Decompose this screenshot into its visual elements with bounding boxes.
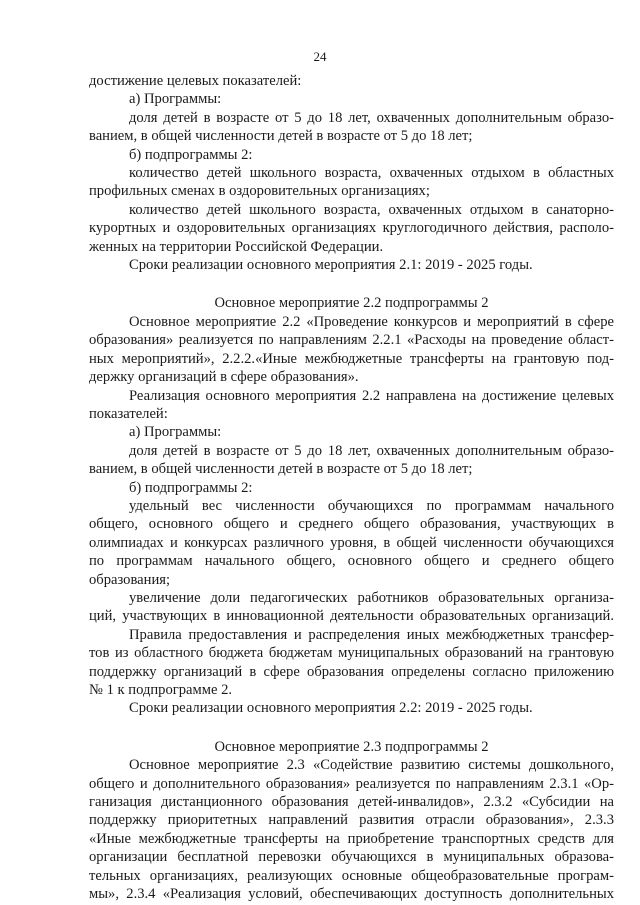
text-line: ванием, в общей численности детей в возрасте от 5 до 18 лет; <box>89 461 473 478</box>
text-line: ций, участвующих в инновационной деятельности образовательных организаций. <box>89 608 614 625</box>
text-line: удельный вес численности обучающихся по программам начального <box>129 497 614 514</box>
text-line: поддержку организаций в сфере образования определены согласно приложению <box>89 663 614 680</box>
text-line: мы», 2.3.4 «Реализация условий, обеспечивающих доступность дополнительных <box>89 886 614 903</box>
text-line: доля детей в возрасте от 5 до 18 лет, охваченных дополнительным образо- <box>129 109 614 126</box>
text-line: увеличение доли педагогических работников образовательных организа- <box>129 589 614 606</box>
text-line: держку организаций в сфере образования». <box>89 369 359 386</box>
text-line: тельных организациях, реализующих основные общеобразовательные програм- <box>89 867 614 884</box>
section-heading: Основное мероприятие 2.2 подпрограммы 2 <box>214 295 489 312</box>
text-line: по программам начального общего, основного общего и среднего общего <box>89 553 614 570</box>
list-label: б) подпрограммы 2: <box>129 146 253 163</box>
text-line: поддержку приоритетных направлений развития отрасли образования», 2.3.3 <box>89 812 614 829</box>
text-line: Сроки реализации основного мероприятия 2.1: 2019 - 2025 годы. <box>129 257 533 274</box>
text-line: количество детей школьного возраста, охваченных отдыхом в областных <box>129 165 614 182</box>
text-line: курортных и оздоровительных организациях круглогодичного действия, располо- <box>89 220 614 237</box>
page-number: 24 <box>313 49 327 64</box>
text-line: олимпиадах и конкурсах различного уровня, в общей численности обучающихся <box>89 534 614 551</box>
text-line: общего и дополнительного образования» реализуется по направлениям 2.3.1 «Ор- <box>89 775 614 792</box>
text-line: Правила предоставления и распределения иных межбюджетных трансфер- <box>129 626 614 643</box>
list-label: а) Программы: <box>129 424 222 441</box>
list-label: а) Программы: <box>129 91 222 108</box>
text-line: ганизация дистанционного образования детей-инвалидов», 2.3.2 «Субсидии на <box>89 794 614 811</box>
text-line: показателей: <box>89 405 168 422</box>
text-line: «Иные межбюджетные трансферты на приобретение транспортных средств для <box>89 830 614 847</box>
text-line: достижение целевых показателей: <box>89 73 302 89</box>
text-line: доля детей в возрасте от 5 до 18 лет, охваченных дополнительным образо- <box>129 442 614 459</box>
text-line: образования; <box>89 571 171 588</box>
text-line: ванием, в общей численности детей в возрасте от 5 до 18 лет; <box>89 128 473 145</box>
text-line: образования» реализуется по направлениям 2.2.1 «Расходы на проведение област- <box>89 332 614 349</box>
text-line: общего, основного общего и среднего общего образования, участвующих в <box>89 516 614 533</box>
document-body <box>89 72 614 903</box>
text-line: профильных сменах в оздоровительных организациях; <box>89 183 430 200</box>
text-line: № 1 к подпрограмме 2. <box>89 682 233 698</box>
text-line: Реализация основного мероприятия 2.2 направлена на достижение целевых <box>129 387 614 404</box>
text-line: ных мероприятий», 2.2.2.«Иные межбюджетные трансферты на грантовую под- <box>89 350 614 367</box>
text-line: Сроки реализации основного мероприятия 2.2: 2019 - 2025 годы. <box>129 700 533 717</box>
text-line: женных на территории Российской Федерации. <box>89 238 384 255</box>
text-line: тов из областного бюджета бюджетам муниципальных образований на грантовую <box>89 645 614 662</box>
text-line: количество детей школьного возраста, охваченных отдыхом в санаторно- <box>129 201 614 218</box>
list-label: б) подпрограммы 2: <box>129 479 253 496</box>
text-line: Основное мероприятие 2.2 «Проведение конкурсов и мероприятий в сфере <box>129 313 614 330</box>
section-heading: Основное мероприятие 2.3 подпрограммы 2 <box>214 738 489 755</box>
text-line: организации бесплатной перевозки обучающихся в муниципальных образова- <box>89 849 614 866</box>
text-line: Основное мероприятие 2.3 «Содействие развитию системы дошкольного, <box>129 757 614 774</box>
